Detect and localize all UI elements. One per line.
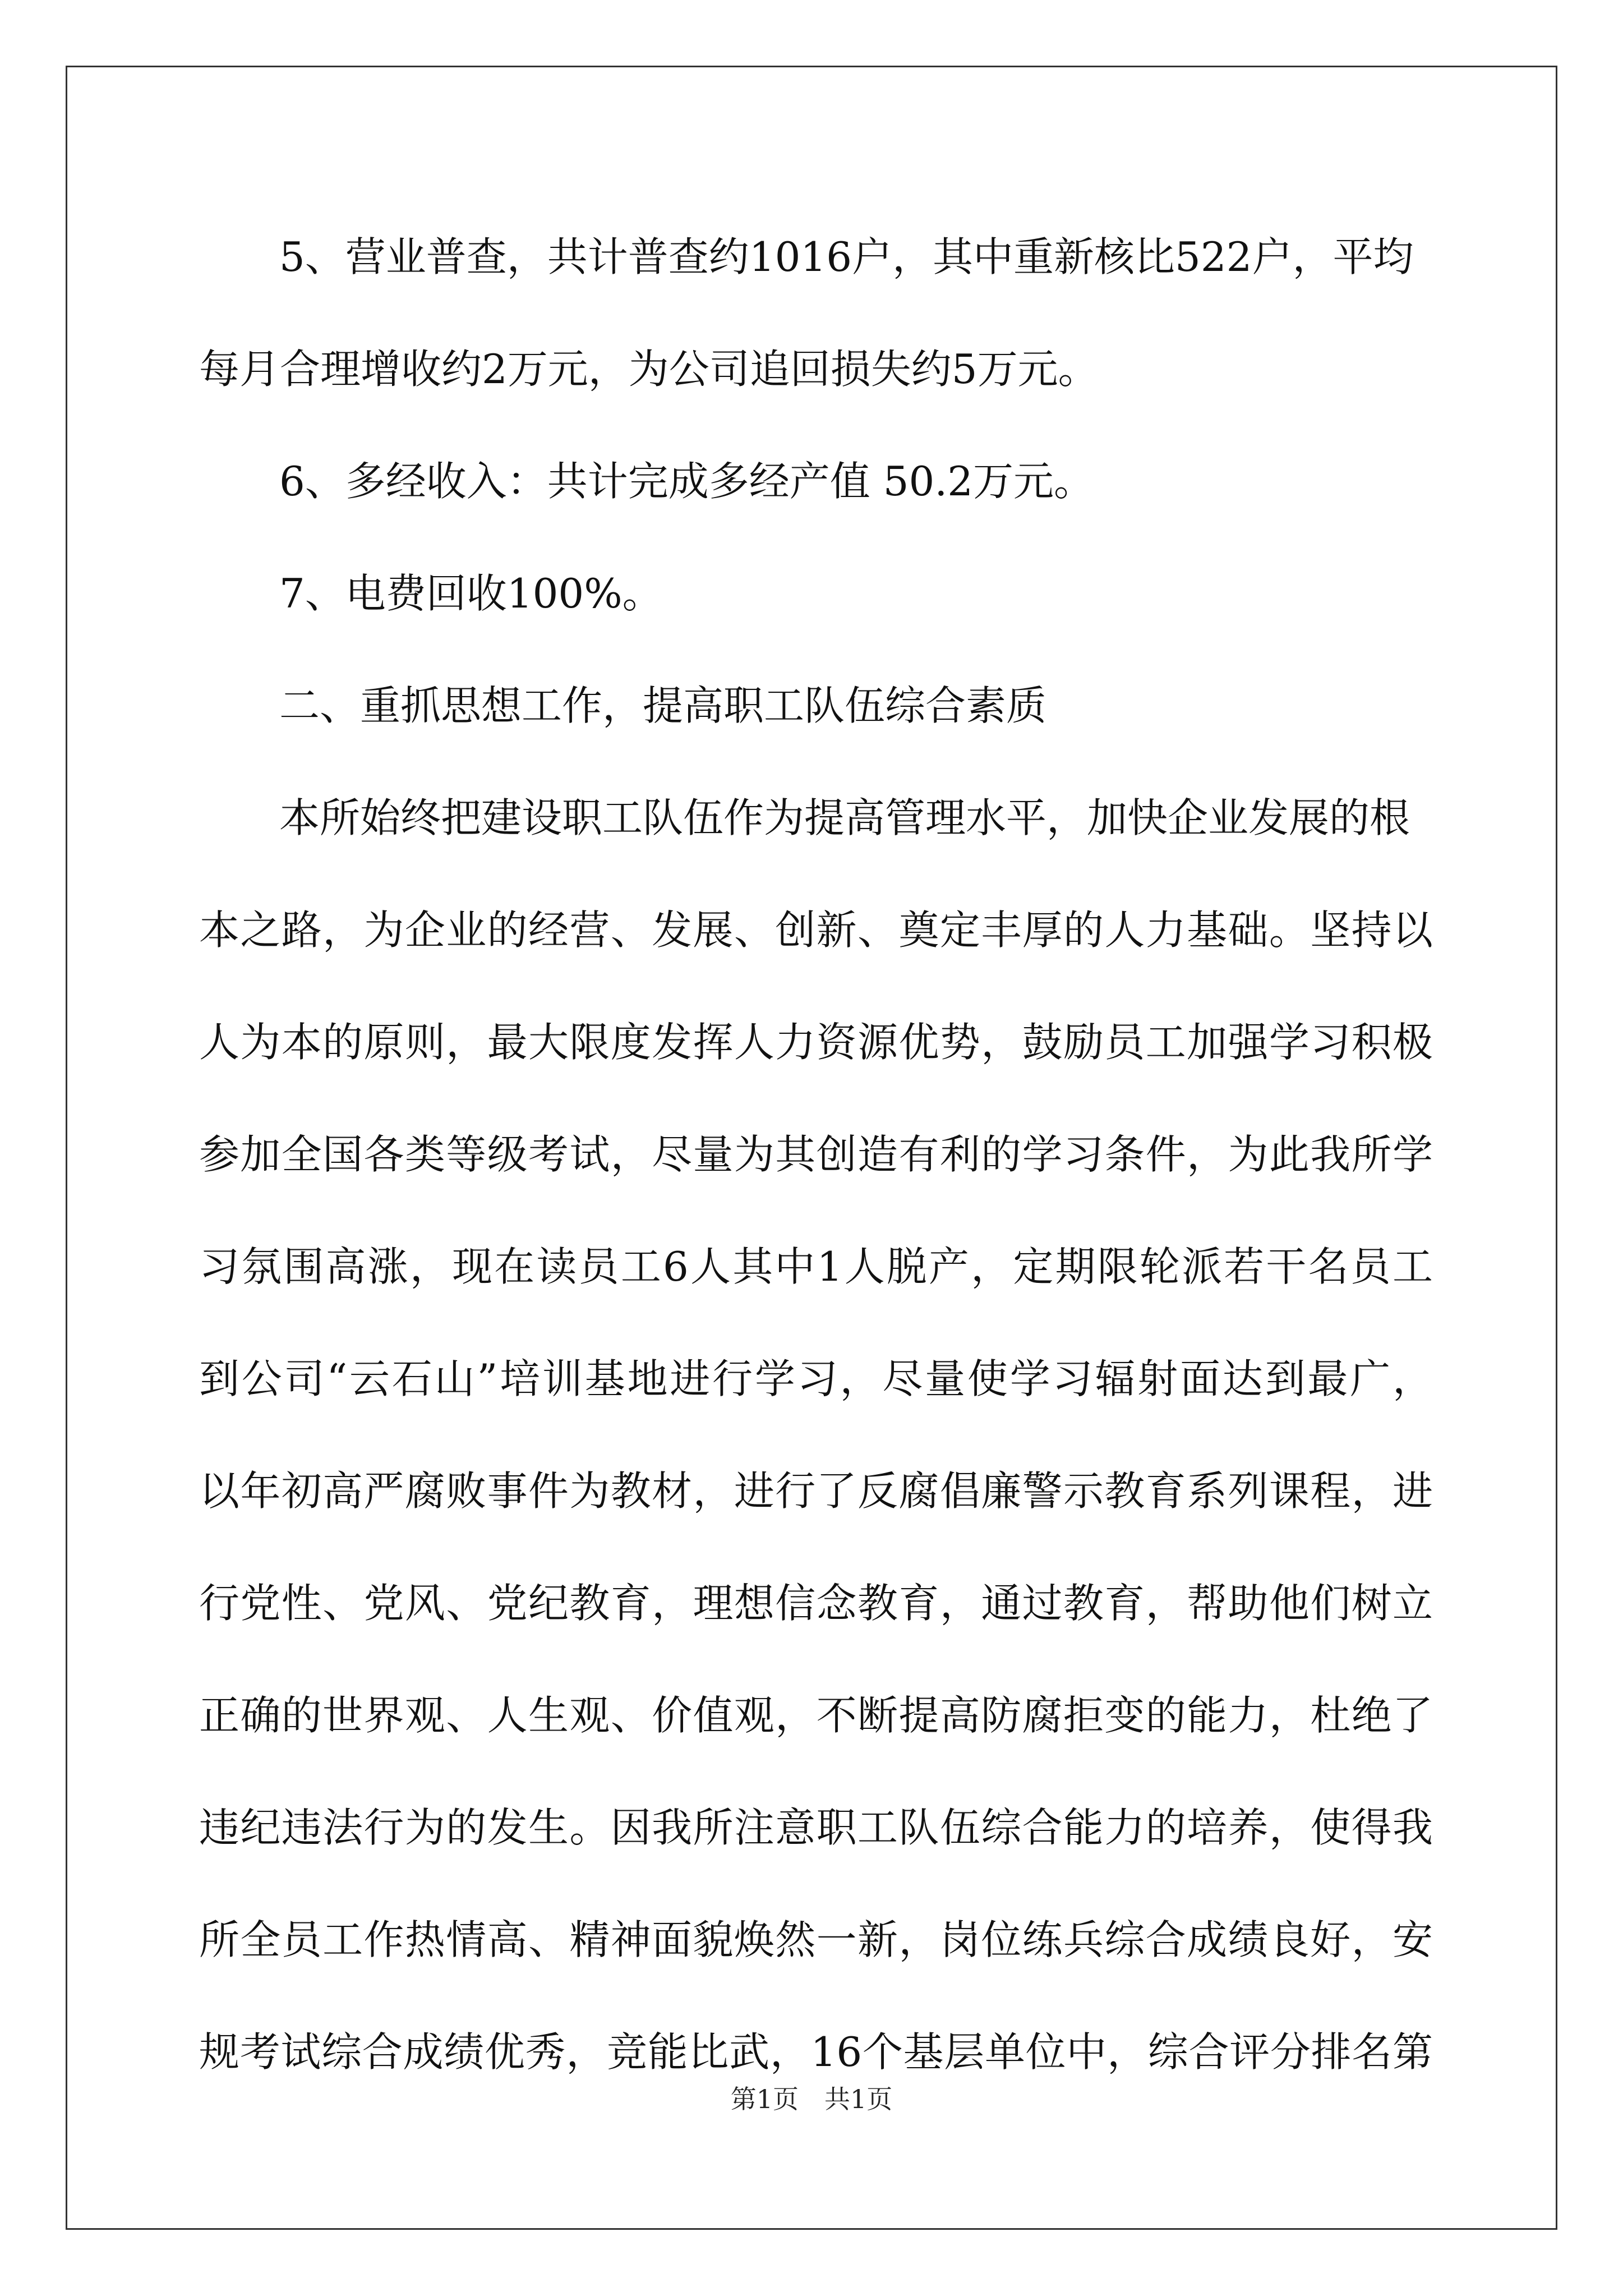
paragraph-line: 行党性、党风、党纪教育，理想信念教育，通过教育，帮助他们树立 bbox=[199, 1580, 1433, 1627]
paragraph-line: 规考试综合成绩优秀，竞能比武，16个基层单位中，综合评分排名第 bbox=[199, 2028, 1433, 2076]
paragraph-line: 违纪违法行为的发生。因我所注意职工队伍综合能力的培养，使得我 bbox=[199, 1804, 1433, 1851]
section-heading: 二、重抓思想工作，提高职工队伍综合素质 bbox=[279, 682, 1047, 729]
paragraph-line: 所全员工作热情高、精神面貌焕然一新，岗位练兵综合成绩良好，安 bbox=[199, 1916, 1433, 1963]
paragraph-line: 参加全国各类等级考试，尽量为其创造有利的学习条件，为此我所学 bbox=[199, 1131, 1433, 1178]
paragraph-line: 以年初高严腐败事件为教材，进行了反腐倡廉警示教育系列课程，进 bbox=[199, 1467, 1433, 1515]
paragraph-line: 正确的世界观、人生观、价值观，不断提高防腐拒变的能力，杜绝了 bbox=[199, 1692, 1433, 1739]
paragraph-line: 本之路，为企业的经营、发展、创新、奠定丰厚的人力基础。坚持以 bbox=[199, 907, 1433, 954]
paragraph-line: 6、多经收入：共计完成多经产值 50.2万元。 bbox=[279, 458, 1095, 505]
page-number-footer: 第1页 共1页 bbox=[730, 2084, 893, 2114]
paragraph-line: 到公司“云石山”培训基地进行学习，尽量使学习辐射面达到最广， bbox=[199, 1355, 1433, 1402]
paragraph-line: 习氛围高涨，现在读员工6人其中1人脱产，定期限轮派若干名员工 bbox=[199, 1243, 1433, 1290]
paragraph-line: 7、电费回收100%。 bbox=[279, 570, 663, 617]
paragraph-line: 每月合理增收约2万元，为公司追回损失约5万元。 bbox=[199, 346, 1099, 393]
paragraph-line: 人为本的原则，最大限度发挥人力资源优势，鼓励员工加强学习积极 bbox=[199, 1019, 1433, 1066]
paragraph-line: 5、营业普查，共计普查约1016户，其中重新核比522户，平均 bbox=[279, 233, 1414, 280]
paragraph-line: 本所始终把建设职工队伍作为提高管理水平，加快企业发展的根 bbox=[279, 794, 1410, 841]
